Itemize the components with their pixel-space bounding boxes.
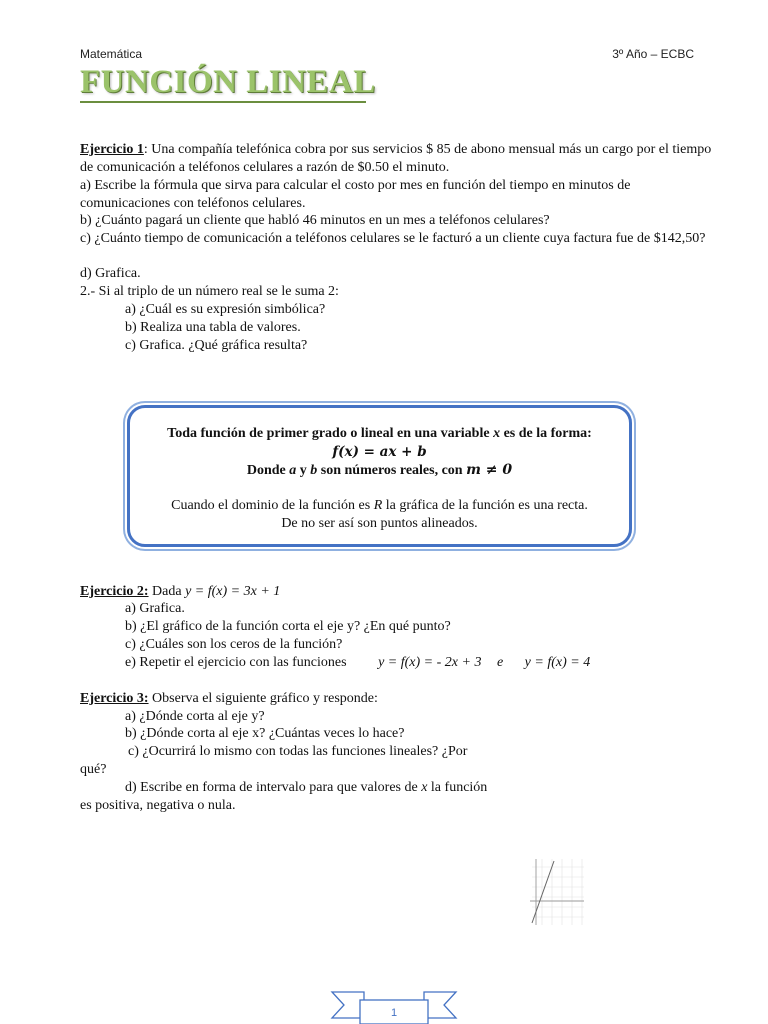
definition-text: y — [296, 463, 311, 478]
page-title: FUNCIÓN LINEAL — [80, 64, 376, 100]
condition: m ≠ 0 — [466, 462, 513, 478]
variable-x: x — [421, 780, 428, 795]
ej2-function-1: y = f(x) = - 2x + 3 — [378, 655, 482, 670]
ex2-intro: 2.- Si al triplo de un número real se le suma 2: — [80, 284, 339, 299]
header-course: 3º Año – ECBC — [612, 47, 694, 61]
page-number-box — [330, 988, 458, 1024]
ej2-conjunction: e — [496, 655, 504, 670]
title-underline — [80, 101, 366, 103]
ej3-item-d — [125, 779, 720, 797]
variable-a: a — [289, 463, 297, 478]
definition-text: la gráfica de la función es una recta. — [382, 498, 588, 513]
ej3-label: Ejercicio 3: — [80, 691, 149, 706]
function-line — [532, 861, 554, 923]
definition-line-1 — [130, 425, 629, 443]
ej1-item-c: c) ¿Cuánto tiempo de comunicación a teléfonos celulares se le facturó a un cliente cuya factura fue de $142,50? — [80, 231, 706, 246]
function-graph — [528, 857, 586, 927]
ej2-item-c: c) ¿Cuáles son los ceros de la función? — [125, 637, 343, 652]
ex2-item-c: c) Grafica. ¿Qué gráfica resulta? — [125, 338, 308, 353]
definition-box — [127, 405, 632, 547]
definition-line-4 — [130, 497, 629, 515]
definition-text: son números reales, con — [317, 463, 467, 478]
ej2-item-e-text: e) Repetir el ejercicio con las funciones — [125, 655, 347, 670]
ej2-item-e — [125, 654, 720, 672]
ej3-item-d-text: la función — [427, 780, 488, 795]
page-number: 1 — [390, 1007, 398, 1019]
ej3-intro-text: Observa el siguiente gráfico y responde: — [148, 691, 378, 706]
ribbon-right — [424, 992, 456, 1018]
definition-text: Donde — [246, 463, 290, 478]
ej2-item-a: a) Grafica. — [125, 601, 185, 616]
ej1-item-a: a) Escribe la fórmula que sirva para calcular el costo por mes en función del tiempo en minutos de comunicaciones con teléfonos celulares. — [80, 178, 631, 211]
ej3-item-a: a) ¿Dónde corta al eje y? — [125, 709, 265, 724]
ribbon-left — [332, 992, 364, 1018]
ej2-label: Ejercicio 2: — [80, 584, 149, 599]
ej1-item-d: d) Grafica. — [80, 266, 141, 281]
ej1-intro-text: : Una compañía telefónica cobra por sus servicios $ 85 de abono mensual más un cargo por el tiempo de comunicación a teléfonos celulares a razón de $0.50 el minuto. — [80, 142, 712, 175]
variable-x: x — [493, 426, 501, 441]
ej1-label: Ejercicio 1 — [80, 142, 144, 157]
ex2-item-b: b) Realiza una tabla de valores. — [125, 320, 301, 335]
real-set: R — [373, 498, 383, 513]
ej3-intro — [80, 690, 720, 708]
ej2-intro — [80, 583, 720, 601]
ex2-item-a: a) ¿Cuál es su expresión simbólica? — [125, 302, 326, 317]
variable-b: b — [310, 463, 318, 478]
ej2-dada: Dada — [148, 584, 186, 599]
definition-formula: f(x) = ax + b — [332, 444, 427, 460]
definition-text: es de la forma: — [500, 426, 592, 441]
definition-text: Toda función de primer grado o lineal en una variable — [167, 426, 494, 441]
graph-grid — [532, 859, 584, 925]
definition-text: Cuando el dominio de la función es — [171, 498, 374, 513]
ej3-item-b: b) ¿Dónde corta al eje x? ¿Cuántas veces lo hace? — [125, 726, 405, 741]
header-subject: Matemática — [80, 47, 143, 61]
ej3-item-d-text: d) Escribe en forma de intervalo para que valores de — [125, 780, 422, 795]
ej3-item-c: c) ¿Ocurrirá lo mismo con todas las funciones lineales? ¿Por — [128, 744, 468, 759]
ej3-item-c-cont: qué? — [80, 762, 107, 777]
ej1-intro — [80, 141, 720, 176]
definition-line-3 — [130, 461, 629, 480]
ej1-item-b: b) ¿Cuánto pagará un cliente que habló 46 minutos en un mes a teléfonos celulares? — [80, 213, 550, 228]
ej2-function-2: y = f(x) = 4 — [524, 655, 591, 670]
ej2-item-b: b) ¿El gráfico de la función corta el eje y? ¿En qué punto? — [125, 619, 451, 634]
ej3-item-d-cont: es positiva, negativa o nula. — [80, 798, 236, 813]
definition-line-5: De no ser así son puntos alineados. — [281, 516, 478, 531]
ej2-expression: y = f(x) = 3x + 1 — [185, 584, 281, 599]
